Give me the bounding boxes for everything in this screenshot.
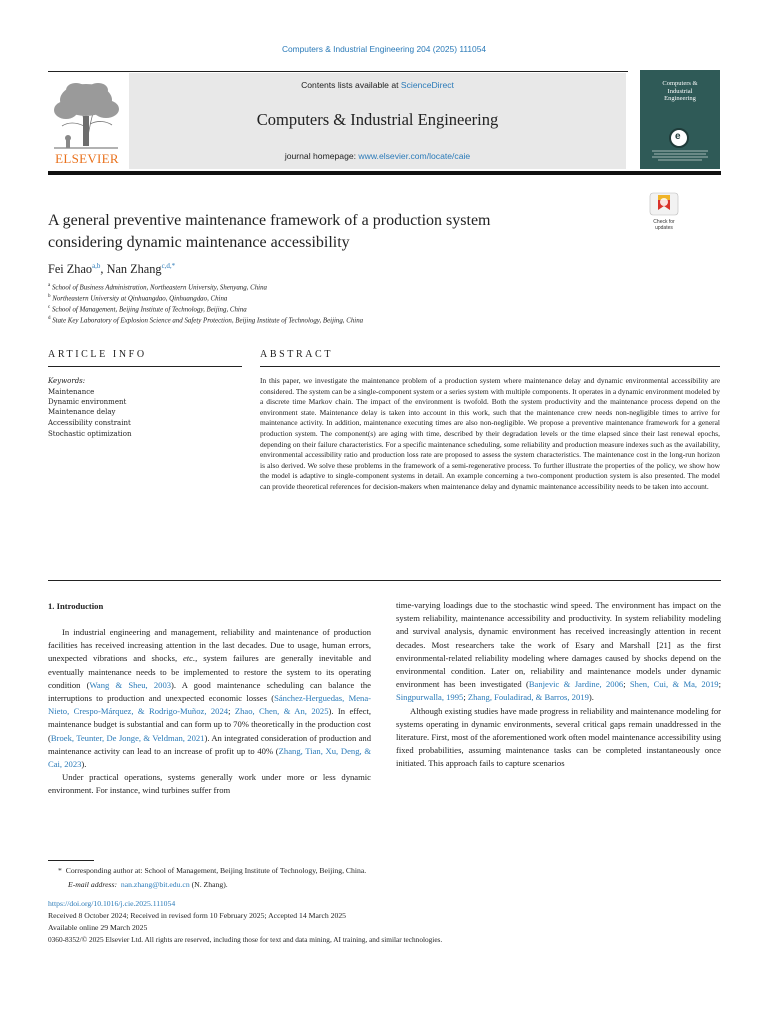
- intro-text: ).: [81, 759, 87, 770]
- homepage-prefix: journal homepage:: [284, 151, 359, 161]
- footnote-star: *: [58, 866, 62, 875]
- cover-badge-letter: e: [675, 131, 681, 142]
- author2-affil-marks[interactable]: [162, 262, 176, 270]
- citation-separator: ;: [463, 692, 468, 703]
- corresponding-author-mark: *: [171, 262, 176, 270]
- footnote-text: Corresponding author at: School of Management, Beijing Institute of Technology, Beijing, China.: [65, 866, 367, 875]
- contents-prefix: Contents lists available at: [301, 80, 401, 90]
- author1-affil-marks[interactable]: a,b: [92, 262, 101, 270]
- right-column: [396, 599, 721, 771]
- corresponding-footnote: [58, 866, 366, 875]
- cover-title-line-1: Computers &: [662, 80, 698, 87]
- email-label: E-mail address:: [68, 880, 118, 889]
- author-fei-zhao[interactable]: Fei Zhao: [48, 262, 93, 277]
- affiliation-d-text: State Key Laboratory of Explosion Science and Safety Protection, Beijing Institute of Technology, Beijing, China: [52, 317, 364, 325]
- copyright-line: 0360-8352/© 2025 Elsevier Ltd. All rights are reserved, including those for text and data mining, AI training, and similar technologies.: [48, 935, 443, 944]
- intro-text-etc: etc.: [182, 653, 196, 664]
- intro-text: ). In effect, maintenance budget is substantial and can form up to 70% theoretically in the production cost (: [48, 706, 371, 743]
- affiliation-a: [48, 283, 267, 291]
- online-date: Available online 29 March 2025: [48, 923, 148, 932]
- received-dates: Received 8 October 2024; Received in revised form 10 February 2025; Accepted 14 March 2025: [48, 911, 347, 920]
- check-updates-icon: [647, 192, 681, 216]
- check-updates-label: [647, 220, 681, 231]
- abstract-heading: ABSTRACT: [260, 349, 334, 360]
- author-list: [48, 262, 175, 277]
- sciencedirect-link[interactable]: ScienceDirect: [400, 80, 454, 90]
- journal-reference[interactable]: Computers & Industrial Engineering 204 (2025) 111054: [281, 44, 487, 54]
- cover-title-line-3: Engineering: [664, 95, 696, 102]
- affiliation-b: [48, 294, 227, 302]
- section-1-heading: 1. Introduction: [48, 601, 104, 611]
- contents-line: [129, 80, 626, 90]
- intro-paragraph-3: [396, 599, 721, 705]
- article-title: [48, 210, 608, 254]
- intro-paragraph-4: Although existing studies have made progress in reliability and maintenance modeling for systems operating in dynamic environments, several critical gaps remain unaddressed in the literature. First, most of the aforementioned work often model maintenance accessibility using fixed probabilities, assuming maintenance tasks can be completed instantaneously once initiated. This approach fails to capture scenarios: [396, 705, 721, 769]
- citation-link[interactable]: Singpurwalla, 1995: [396, 692, 464, 703]
- citation-separator: ;: [718, 679, 721, 690]
- keyword-item[interactable]: Dynamic environment: [48, 398, 127, 406]
- footnote-rule: [48, 860, 94, 861]
- affiliation-b-mark: b: [48, 294, 51, 299]
- homepage-link[interactable]: www.elsevier.com/locate/caie: [358, 151, 471, 161]
- affiliation-a-text: School of Business Administration, Northeastern University, Shenyang, China: [51, 284, 267, 292]
- affiliation-a-mark: a: [48, 283, 51, 288]
- email-footnote: [68, 880, 228, 889]
- affiliation-d-mark: d: [48, 316, 51, 321]
- author-separator: ,: [100, 262, 107, 277]
- elsevier-wordmark: ELSEVIER: [55, 151, 119, 166]
- intro-text: , system failures are generally inevitable and eventually maintenance needs to be implemented to restore the system to its operating condition (: [48, 653, 371, 690]
- cover-title-line-2: Industrial: [667, 87, 693, 95]
- citation-link[interactable]: Zhang, Fouladirad, & Barros, 2019: [467, 692, 589, 703]
- keywords-label: Keywords:: [48, 377, 86, 385]
- doi-link[interactable]: https://doi.org/10.1016/j.cie.2025.111054: [48, 899, 176, 908]
- affiliation-c-text: School of Management, Beijing Institute of Technology, Beijing, China: [51, 306, 247, 314]
- left-column: [48, 626, 371, 798]
- citation-link[interactable]: Zhang, Tian, Xu, Deng, & Cai, 2023: [48, 745, 372, 770]
- check-for-updates-badge[interactable]: [647, 192, 681, 231]
- citation-link[interactable]: Sánchez-Herguedas, Mena-Nieto, Crespo-Márquez, & Rodrigo-Muñoz, 2024: [48, 693, 371, 717]
- intro-text: ;: [228, 706, 235, 717]
- check-updates-label-2: updates: [655, 224, 673, 231]
- keyword-item[interactable]: Maintenance delay: [48, 408, 116, 416]
- author-nan-zhang[interactable]: Nan Zhang: [106, 262, 162, 277]
- cover-title: [640, 80, 720, 103]
- article-title-line-2: considering dynamic maintenance accessibility: [48, 234, 350, 251]
- cover-badge-icon: [669, 128, 689, 148]
- article-title-line-1: A general preventive maintenance framework of a production system: [48, 212, 491, 229]
- intro-paragraph-1: [48, 626, 371, 771]
- citation-link[interactable]: Broek, Teunter, De Jonge, & Veldman, 2021: [50, 732, 205, 743]
- author2-affil-letters: c,d,: [161, 262, 172, 270]
- abstract-text: In this paper, we investigate the maintenance problem of a production system where maintenance delay and dynamic environmental accessibility are considered. The system can be a single-component system or a series system with multiple components. It operates in a dynamic environment modeled by a discrete time Markov chain. The impact of the environment is twofold. Both the system productivity and the maintenance process depend on the environment state. Maintenance delay is taken into account in this work, such that the maintenance crew needs non-negligible times to arrive for maintenance activity. In addition, maintenance executing times are also non-negligible. We propose a preventive maintenance framework for a general production system. The component(s) are aging with time, described by their degradation levels or the time elapsed since their last renewal epochs, depending on their failure characteristics. For a specific maintenance scheduling, some reliability and production measure indexes such as the availability, environmental accessibility ratio and production loss rate are proposed to assess the system characteristics. The maintenance cost in the long-run horizon is also derived. We solve these problems in the framework of a semi-regenerative process. To further illustrate the properties of the policy, we show how the model is adaptive to single-component systems in detail. An example concerning a two-component production system is also presented. The model can provide theoretical references for decision-makers when maintenance delay and dynamic maintenance accessibility needs to be taken into account.: [260, 376, 720, 491]
- affiliation-c-mark: c: [48, 305, 51, 310]
- affiliation-b-text: Northeastern University at Qinhuangdao, Qinhuangdao, China: [52, 295, 228, 303]
- citation-link[interactable]: Banjevic & Jardine, 2006: [528, 679, 624, 690]
- intro-text: ).: [588, 692, 594, 703]
- header-rule-top: [48, 71, 628, 72]
- abstract-rule: [260, 366, 720, 367]
- citation-link[interactable]: Shen, Cui, & Ma, 2019: [629, 679, 719, 690]
- abstract-end-rule: [48, 580, 721, 581]
- journal-title: Computers & Industrial Engineering: [256, 110, 499, 129]
- affiliation-c: [48, 305, 247, 313]
- citation-link[interactable]: Wang & Sheu, 2003: [89, 679, 172, 690]
- header-rule-bottom: [48, 171, 721, 175]
- citation-separator: ;: [623, 679, 630, 690]
- email-link[interactable]: nan.zhang@bit.edu.cn: [120, 880, 190, 889]
- intro-paragraph-2: Under practical operations, systems generally work under more or less dynamic environment. For instance, wind turbines suffer from: [48, 772, 371, 796]
- affiliation-d: [48, 316, 363, 324]
- intro-text: time-varying loadings due to the stochastic wind speed. The environment has impact on the system reliability, maintenance accessibility and productivity. In system reliability modeling and survival analysis, dynamic environment has received increasingly attention in recent decades. Most researchers take the work of Esary and Marshall [21] as the first environmental-related reliability modeling where damages caused by shocks depend on the environmental condition. Later on, reliability and maintenance models under dynamic environment has been investigated (: [396, 600, 721, 690]
- article-info-heading: ARTICLE INFO: [48, 349, 147, 360]
- keyword-item[interactable]: Stochastic optimization: [48, 430, 132, 438]
- keyword-item[interactable]: Accessibility constraint: [48, 419, 131, 427]
- keyword-item[interactable]: Maintenance: [48, 388, 95, 396]
- check-updates-label-1: Check for: [653, 219, 675, 225]
- email-suffix: (N. Zhang).: [189, 880, 228, 889]
- cover-fineprint-icon: [650, 148, 710, 162]
- intro-text: In industrial engineering and management, reliability and maintenance of production facilities has received increasing attention in the last decades. Due to usage, human errors, unexpected vibrations and shocks,: [48, 627, 371, 664]
- article-info-rule: [48, 366, 242, 367]
- intro-text: ). A good maintenance scheduling can balance the interruptions to production and unexpected economic losses (: [48, 679, 371, 704]
- intro-text: ). An integrated consideration of production and maintenance activity can lead to an increase of profit up to 40% (: [48, 732, 371, 756]
- citation-link[interactable]: Zhao, Chen, & An, 2025: [234, 706, 329, 717]
- homepage-line: [129, 151, 626, 161]
